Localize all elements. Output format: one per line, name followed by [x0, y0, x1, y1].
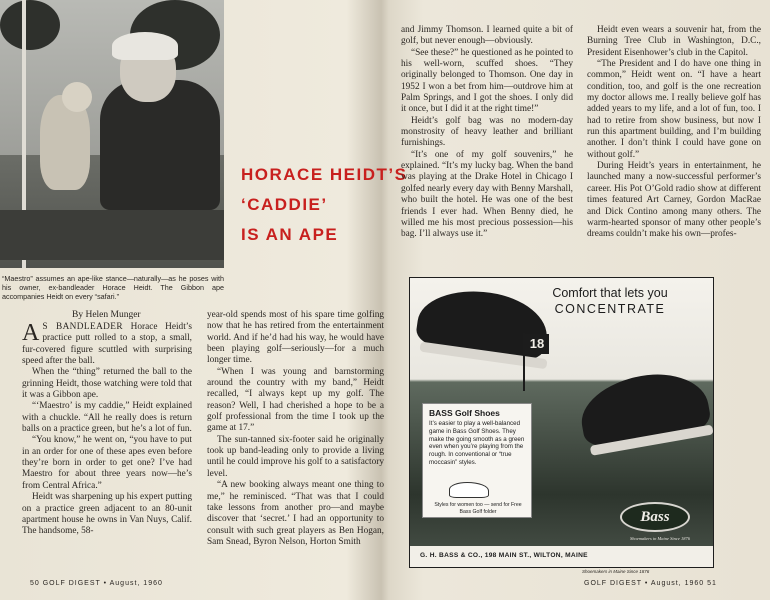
lead-smallcaps: S BANDLEADER — [42, 322, 123, 332]
photo-heidt-and-ape — [0, 0, 224, 268]
ad-footer-strip — [410, 546, 713, 568]
photo-golf-bag — [0, 210, 224, 260]
paragraph: “See these?” he questioned as he pointed to his well-worn, scuffed shoes. “They originally belonged to Thomson. One day in 1952 I won a bet from him—outdrove him at Palm Springs, and I got the shoes. I only did it once, but I did it at the right time!” — [401, 47, 573, 115]
article-column-2 — [207, 310, 384, 548]
article-column-1 — [22, 322, 192, 538]
article-headline — [241, 160, 408, 250]
lead-text: Horace Heidt’s practice putt rolled to a stop, a small, fur-covered figure scuttled with surprising speed after the ball. — [22, 322, 192, 367]
hole-flag: 18 — [525, 334, 549, 354]
paragraph: When the “thing” returned the ball to the grinning Heidt, those watching were told that it was a Gibbon ape. — [22, 367, 192, 401]
paragraph: and Jimmy Thomson. I learned quite a bit of golf, but never enough—obviously. — [401, 25, 573, 47]
page-folio-left: 50 GOLF DIGEST • August, 1960 — [30, 580, 163, 587]
drop-cap: A — [22, 320, 40, 346]
paragraph: “When I was young and barnstorming around the country with my band,” Heidt recalled, “I always kept up my golf. The reason? Well, I had cherished a hope to be a golf professional from the time I took up the game at 17.” — [207, 366, 384, 434]
article-column-4 — [587, 25, 761, 241]
byline: By Helen Munger — [72, 310, 141, 320]
headline-line: HORACE HEIDT’S — [241, 165, 408, 184]
paragraph: “It’s one of my golf souvenirs,” he explained. “It’s my lucky bag. When the band was playing at the Drake Hotel in Chicago I golfed nearly every day with Benny Marshall, who built the hotel. He was one of the best friends I ever had. When Benny died, he willed me his most precious possession—his bag. I’ll always use it.” — [401, 149, 573, 240]
photo-caption: “Maestro” assumes an ape-like stance—naturally—as he poses with his owner, ex-bandleader Horace Heidt. The Gibbon ape accompanies Heidt on every “safari.” — [2, 274, 224, 302]
ad-box-heading: BASS Golf Shoes — [429, 408, 500, 418]
headline-line: IS AN APE — [241, 225, 339, 244]
ad-box-small-print: Styles for women too — send for Free Bass Golf folder — [434, 502, 522, 515]
paragraph: During Heidt’s years in entertainment, he launched many a now-successful performer’s career. His Pot O’Gold radio show at different times featured Art Carney, Gordon MacRae and Dick Contino among many others. The warm-hearted sponsor of many other people’s dreams couldn’t make his own—profes- — [587, 161, 761, 240]
photo-cap — [112, 32, 178, 60]
bass-logo-tagline: Shoemakers in Maine Since 1876 — [630, 536, 690, 541]
paragraph: “A new booking always meant one thing to me,” he reminisced. “That was that I could take lessons from another pro—and maybe discover that ‘secret.’ I had an opportunity to consult with such great players as Ben Hogan, Sam Snead, Byron Nelson, Horton Smith — [207, 480, 384, 547]
bass-shoe-advertisement — [409, 277, 714, 568]
page-folio-right: GOLF DIGEST • August, 1960 51 — [584, 580, 717, 587]
headline-line: ‘CADDIE’ — [241, 195, 328, 214]
article-column-3 — [401, 25, 573, 241]
paragraph: Heidt even wears a souvenir hat, from the Burning Tree Club in Washington, D.C., President Eisenhower’s club in the Capitol. — [587, 25, 761, 58]
paragraph: “The President and I do have one thing in common,” Heidt went on. “I have a heart condition, too, and golf is the one recreation my doctor allows me. I really believe golf has added years to my life, and a lot of fun, too. I had to retire from show business, but now I run this apartment building, and I’m building another. I don’t think I could have gone on without golf.” — [587, 59, 761, 160]
paragraph: The sun-tanned six-footer said he originally took up band-leading only to provide a living until he could improve his golf to a satisfactory level. — [207, 434, 384, 479]
paragraph: “You know,” he went on, “you have to put in an order for one of these apes even before they’re born in order to get one? I’ve had Maestro for about three years now—he’s from Central Africa.” — [22, 435, 192, 491]
womens-shoe-icon — [449, 482, 489, 498]
paragraph: Heidt was sharpening up his expert putting on a practice green adjacent to an 80-unit apartment house he owns in Van Nuys, Calif. The handsome, 58- — [22, 492, 192, 537]
ad-copy-box — [422, 403, 532, 518]
photo-ape-head — [62, 82, 92, 112]
ad-title: Comfort that lets you — [552, 286, 668, 300]
ad-title-emphasis: CONCENTRATE — [554, 302, 666, 316]
photo-tree — [0, 0, 60, 50]
paragraph: “‘Maestro’ is my caddie,” Heidt explained with a chuckle. “All he really does is return balls on a practice green, but he’s a lot of fun. — [22, 401, 192, 435]
paragraph: Heidt’s golf bag was no modern-day monstrosity of heavy leather and brilliant furnishings. — [401, 115, 573, 149]
ad-footer-address: G. H. BASS & CO., 198 MAIN ST., WILTON, MAINE — [420, 552, 588, 559]
ad-footnote: Shoemakers in Maine Since 1876 — [582, 569, 650, 574]
bass-logo: Bass — [620, 502, 690, 532]
lead-paragraph — [22, 322, 192, 367]
paragraph: year-old spends most of his spare time golfing now that he has retired from the entertainment world. And if he’d had his way, he would have been playing golf—seriously—for a much longer time. — [207, 310, 384, 366]
ad-box-body: It’s easier to play a well-balanced game in Bass Golf Shoes. They make the going smooth as a green even when you’re playing from the rough. In conventional or “true moccasin” styles. — [429, 420, 525, 466]
